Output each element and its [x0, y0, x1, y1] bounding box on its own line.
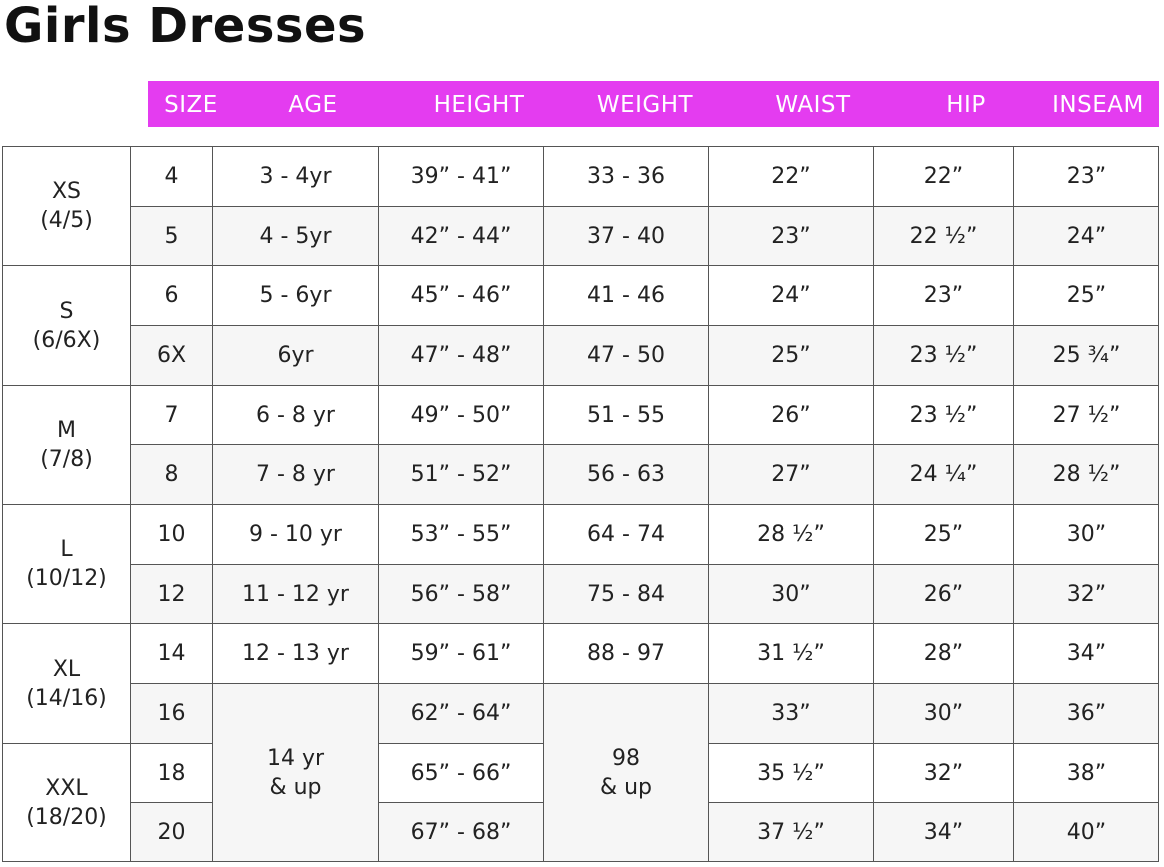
header-height: HEIGHT: [433, 92, 525, 118]
cell-waist: 25”: [708, 325, 873, 385]
cell-waist: 26”: [708, 385, 873, 444]
size-group-text: [33, 297, 101, 355]
cell-hip: 24 ¼”: [873, 444, 1013, 504]
cell-size: 7: [130, 385, 212, 444]
age-merged-text: [267, 744, 324, 802]
size-group-line: (10/12): [26, 566, 107, 591]
cell-hip: 30”: [873, 683, 1013, 743]
size-group-cell: [2, 504, 130, 623]
size-group-line: XS: [51, 179, 82, 204]
size-group-cell: [2, 743, 130, 862]
cell-waist: 28 ½”: [708, 504, 873, 564]
cell-hip: 23 ½”: [873, 325, 1013, 385]
weight-merged-line: 98: [612, 746, 640, 771]
cell-height: 67” - 68”: [378, 802, 543, 862]
cell-height: 51” - 52”: [378, 444, 543, 504]
cell-size: 4: [130, 146, 212, 206]
size-group-line: L: [60, 537, 73, 562]
cell-hip: 28”: [873, 623, 1013, 683]
cell-waist: 35 ½”: [708, 743, 873, 802]
cell-age: 7 - 8 yr: [212, 444, 378, 504]
cell-age: 12 - 13 yr: [212, 623, 378, 683]
size-group-line: XL: [52, 656, 81, 682]
cell-height: 65” - 66”: [378, 743, 543, 802]
cell-waist: 22”: [708, 146, 873, 206]
cell-age: 6yr: [212, 325, 378, 385]
cell-inseam: 32”: [1013, 564, 1159, 623]
header-hip: HIP: [946, 92, 986, 118]
cell-age: 6 - 8 yr: [212, 385, 378, 444]
cell-waist: 23”: [708, 206, 873, 265]
header-weight: WEIGHT: [596, 92, 694, 118]
cell-age: 11 - 12 yr: [212, 564, 378, 623]
size-group-text: [26, 655, 107, 713]
cell-weight: 88 - 97: [543, 623, 708, 683]
size-group-cell: [2, 623, 130, 743]
size-group-line: XXL: [45, 776, 88, 801]
cell-weight-merged: [543, 683, 708, 862]
cell-hip: 25”: [873, 504, 1013, 564]
cell-height: 56” - 58”: [378, 564, 543, 623]
cell-size: 5: [130, 206, 212, 265]
size-group-text: [40, 416, 93, 474]
cell-weight: 51 - 55: [543, 385, 708, 444]
header-waist: WAIST: [775, 92, 851, 118]
cell-size: 18: [130, 743, 212, 802]
cell-inseam: 30”: [1013, 504, 1159, 564]
size-group-line: M: [57, 418, 76, 443]
header-inseam: INSEAM: [1052, 92, 1144, 118]
cell-inseam: 40”: [1013, 802, 1159, 862]
cell-weight: 41 - 46: [543, 265, 708, 325]
cell-age: 3 - 4yr: [212, 146, 378, 206]
cell-waist: 37 ½”: [708, 802, 873, 862]
table-header-bar: [148, 81, 1159, 127]
header-age: AGE: [288, 92, 338, 118]
size-group-line: (7/8): [40, 447, 93, 472]
size-group-line: S: [59, 298, 74, 324]
cell-weight: 64 - 74: [543, 504, 708, 564]
cell-inseam: 23”: [1013, 146, 1159, 206]
cell-size: 6X: [130, 325, 212, 385]
cell-age: 9 - 10 yr: [212, 504, 378, 564]
cell-waist: 27”: [708, 444, 873, 504]
cell-inseam: 38”: [1013, 743, 1159, 802]
cell-inseam: 28 ½”: [1013, 444, 1159, 504]
size-group-text: [26, 535, 107, 593]
cell-weight: 56 - 63: [543, 444, 708, 504]
cell-inseam: 24”: [1013, 206, 1159, 265]
cell-hip: 22”: [873, 146, 1013, 206]
page-title: Girls Dresses: [4, 0, 367, 54]
cell-size: 8: [130, 444, 212, 504]
cell-size: 12: [130, 564, 212, 623]
size-group-line: (18/20): [26, 805, 107, 830]
cell-age: 5 - 6yr: [212, 265, 378, 325]
size-group-line: (6/6X): [32, 327, 101, 353]
cell-height: 53” - 55”: [378, 504, 543, 564]
cell-hip: 32”: [873, 743, 1013, 802]
cell-hip: 23”: [873, 265, 1013, 325]
cell-age: 4 - 5yr: [212, 206, 378, 265]
cell-inseam: 34”: [1013, 623, 1159, 683]
cell-age-merged: [212, 683, 378, 862]
cell-height: 39” - 41”: [378, 146, 543, 206]
cell-height: 47” - 48”: [378, 325, 543, 385]
cell-height: 59” - 61”: [378, 623, 543, 683]
age-merged-line: 14 yr: [266, 746, 325, 771]
cell-waist: 31 ½”: [708, 623, 873, 683]
size-group-line: (14/16): [26, 685, 107, 711]
size-group-text: [40, 177, 93, 235]
cell-waist: 30”: [708, 564, 873, 623]
cell-size: 16: [130, 683, 212, 743]
size-group-cell: [2, 146, 130, 265]
cell-weight: 33 - 36: [543, 146, 708, 206]
cell-inseam: 36”: [1013, 683, 1159, 743]
size-group-cell: [2, 265, 130, 385]
cell-hip: 34”: [873, 802, 1013, 862]
size-group-line: (4/5): [40, 208, 93, 233]
weight-merged-text: [600, 744, 652, 802]
cell-size: 10: [130, 504, 212, 564]
cell-waist: 24”: [708, 265, 873, 325]
cell-inseam: 27 ½”: [1013, 385, 1159, 444]
cell-hip: 22 ½”: [873, 206, 1013, 265]
cell-size: 20: [130, 802, 212, 862]
age-merged-line: & up: [269, 775, 322, 800]
cell-height: 45” - 46”: [378, 265, 543, 325]
cell-weight: 75 - 84: [543, 564, 708, 623]
cell-hip: 23 ½”: [873, 385, 1013, 444]
cell-size: 6: [130, 265, 212, 325]
header-size: SIZE: [164, 92, 218, 118]
size-chart-table: [2, 146, 1159, 862]
cell-weight: 37 - 40: [543, 206, 708, 265]
cell-height: 62” - 64”: [378, 683, 543, 743]
cell-height: 49” - 50”: [378, 385, 543, 444]
cell-hip: 26”: [873, 564, 1013, 623]
cell-size: 14: [130, 623, 212, 683]
cell-weight: 47 - 50: [543, 325, 708, 385]
cell-height: 42” - 44”: [378, 206, 543, 265]
size-group-cell: [2, 385, 130, 504]
size-group-text: [26, 774, 107, 832]
cell-inseam: 25 ¾”: [1013, 325, 1159, 385]
weight-merged-line: & up: [599, 775, 653, 800]
cell-waist: 33”: [708, 683, 873, 743]
cell-inseam: 25”: [1013, 265, 1159, 325]
